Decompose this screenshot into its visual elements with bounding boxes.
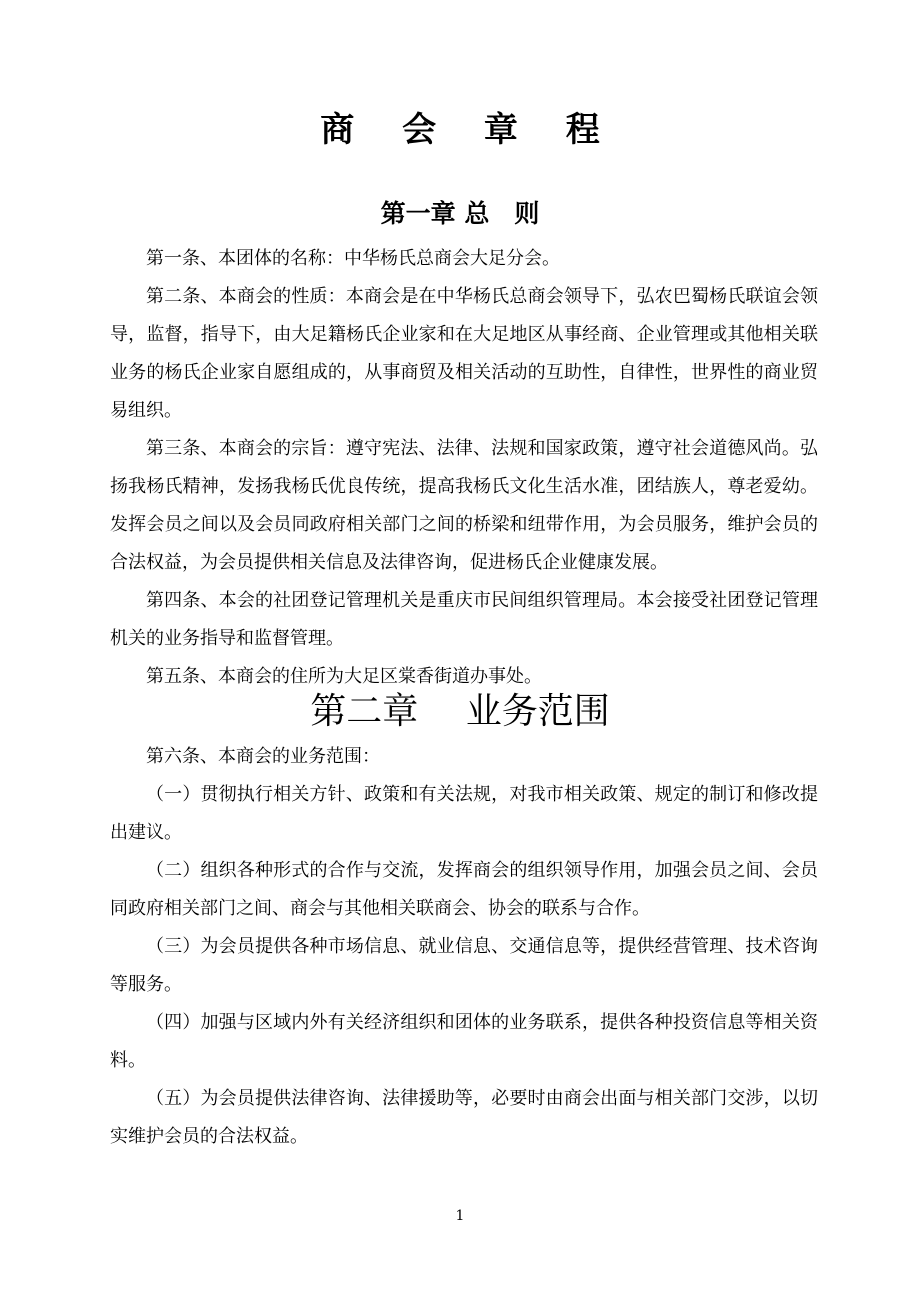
article-3: 第三条、本商会的宗旨：遵守宪法、法律、法规和国家政策，遵守社会道德风尚。弘扬我杨氏精神，发扬我杨氏优良传统，提高我杨氏文化生活水准，团结族人，尊老爱幼。发挥会员之间以及会员同政府相关部门之间的桥梁和纽带作用，为会员服务，维护会员的合法权益，为会员提供相关信息及法律咨询，促进杨氏企业健康发展。	[110, 438, 818, 573]
article-2: 第二条、本商会的性质：本商会是在中华杨氏总商会领导下，弘农巴蜀杨氏联谊会领导，监督，指导下，由大足籍杨氏企业家和在大足地区从事经商、企业管理或其他相关联业务的杨氏企业家自愿组成的，从事商贸及相关活动的互助性，自律性，世界性的商业贸易组织。	[110, 286, 818, 421]
business-item-1: （一）贯彻执行相关方针、政策和有关法规，对我市相关政策、规定的制订和修改提出建议。	[110, 784, 818, 843]
business-item-2: （二）组织各种形式的合作与交流，发挥商会的组织领导作用，加强会员之间、会员同政府相关部门之间、商会与其他相关联商会、协会的联系与合作。	[110, 860, 818, 919]
article-5: 第五条、本商会的住所为大足区棠香街道办事处。	[146, 666, 542, 687]
business-item-5: （五）为会员提供法律咨询、法律援助等，必要时由商会出面与相关部门交涉，以切实维护会员的合法权益。	[110, 1088, 818, 1147]
page-number: 1	[455, 1208, 465, 1224]
article-6: 第六条、本商会的业务范围：	[146, 746, 380, 767]
article-4: 第四条、本会的社团登记管理机关是重庆市民间组织管理局。本会接受社团登记管理机关的业务指导和监督管理。	[110, 590, 818, 649]
chapter-2-heading: 第二章 业务范围	[310, 691, 610, 732]
chapter-1-heading: 第一章 总 则	[380, 199, 540, 228]
business-item-4: （四）加强与区域内外有关经济组织和团体的业务联系，提供各种投资信息等相关资料。	[110, 1012, 818, 1071]
document-title: 商 会 章 程	[320, 110, 618, 150]
business-item-3: （三）为会员提供各种市场信息、就业信息、交通信息等，提供经营管理、技术咨询等服务。	[110, 936, 818, 995]
article-1: 第一条、本团体的名称：中华杨氏总商会大足分会。	[146, 248, 560, 269]
